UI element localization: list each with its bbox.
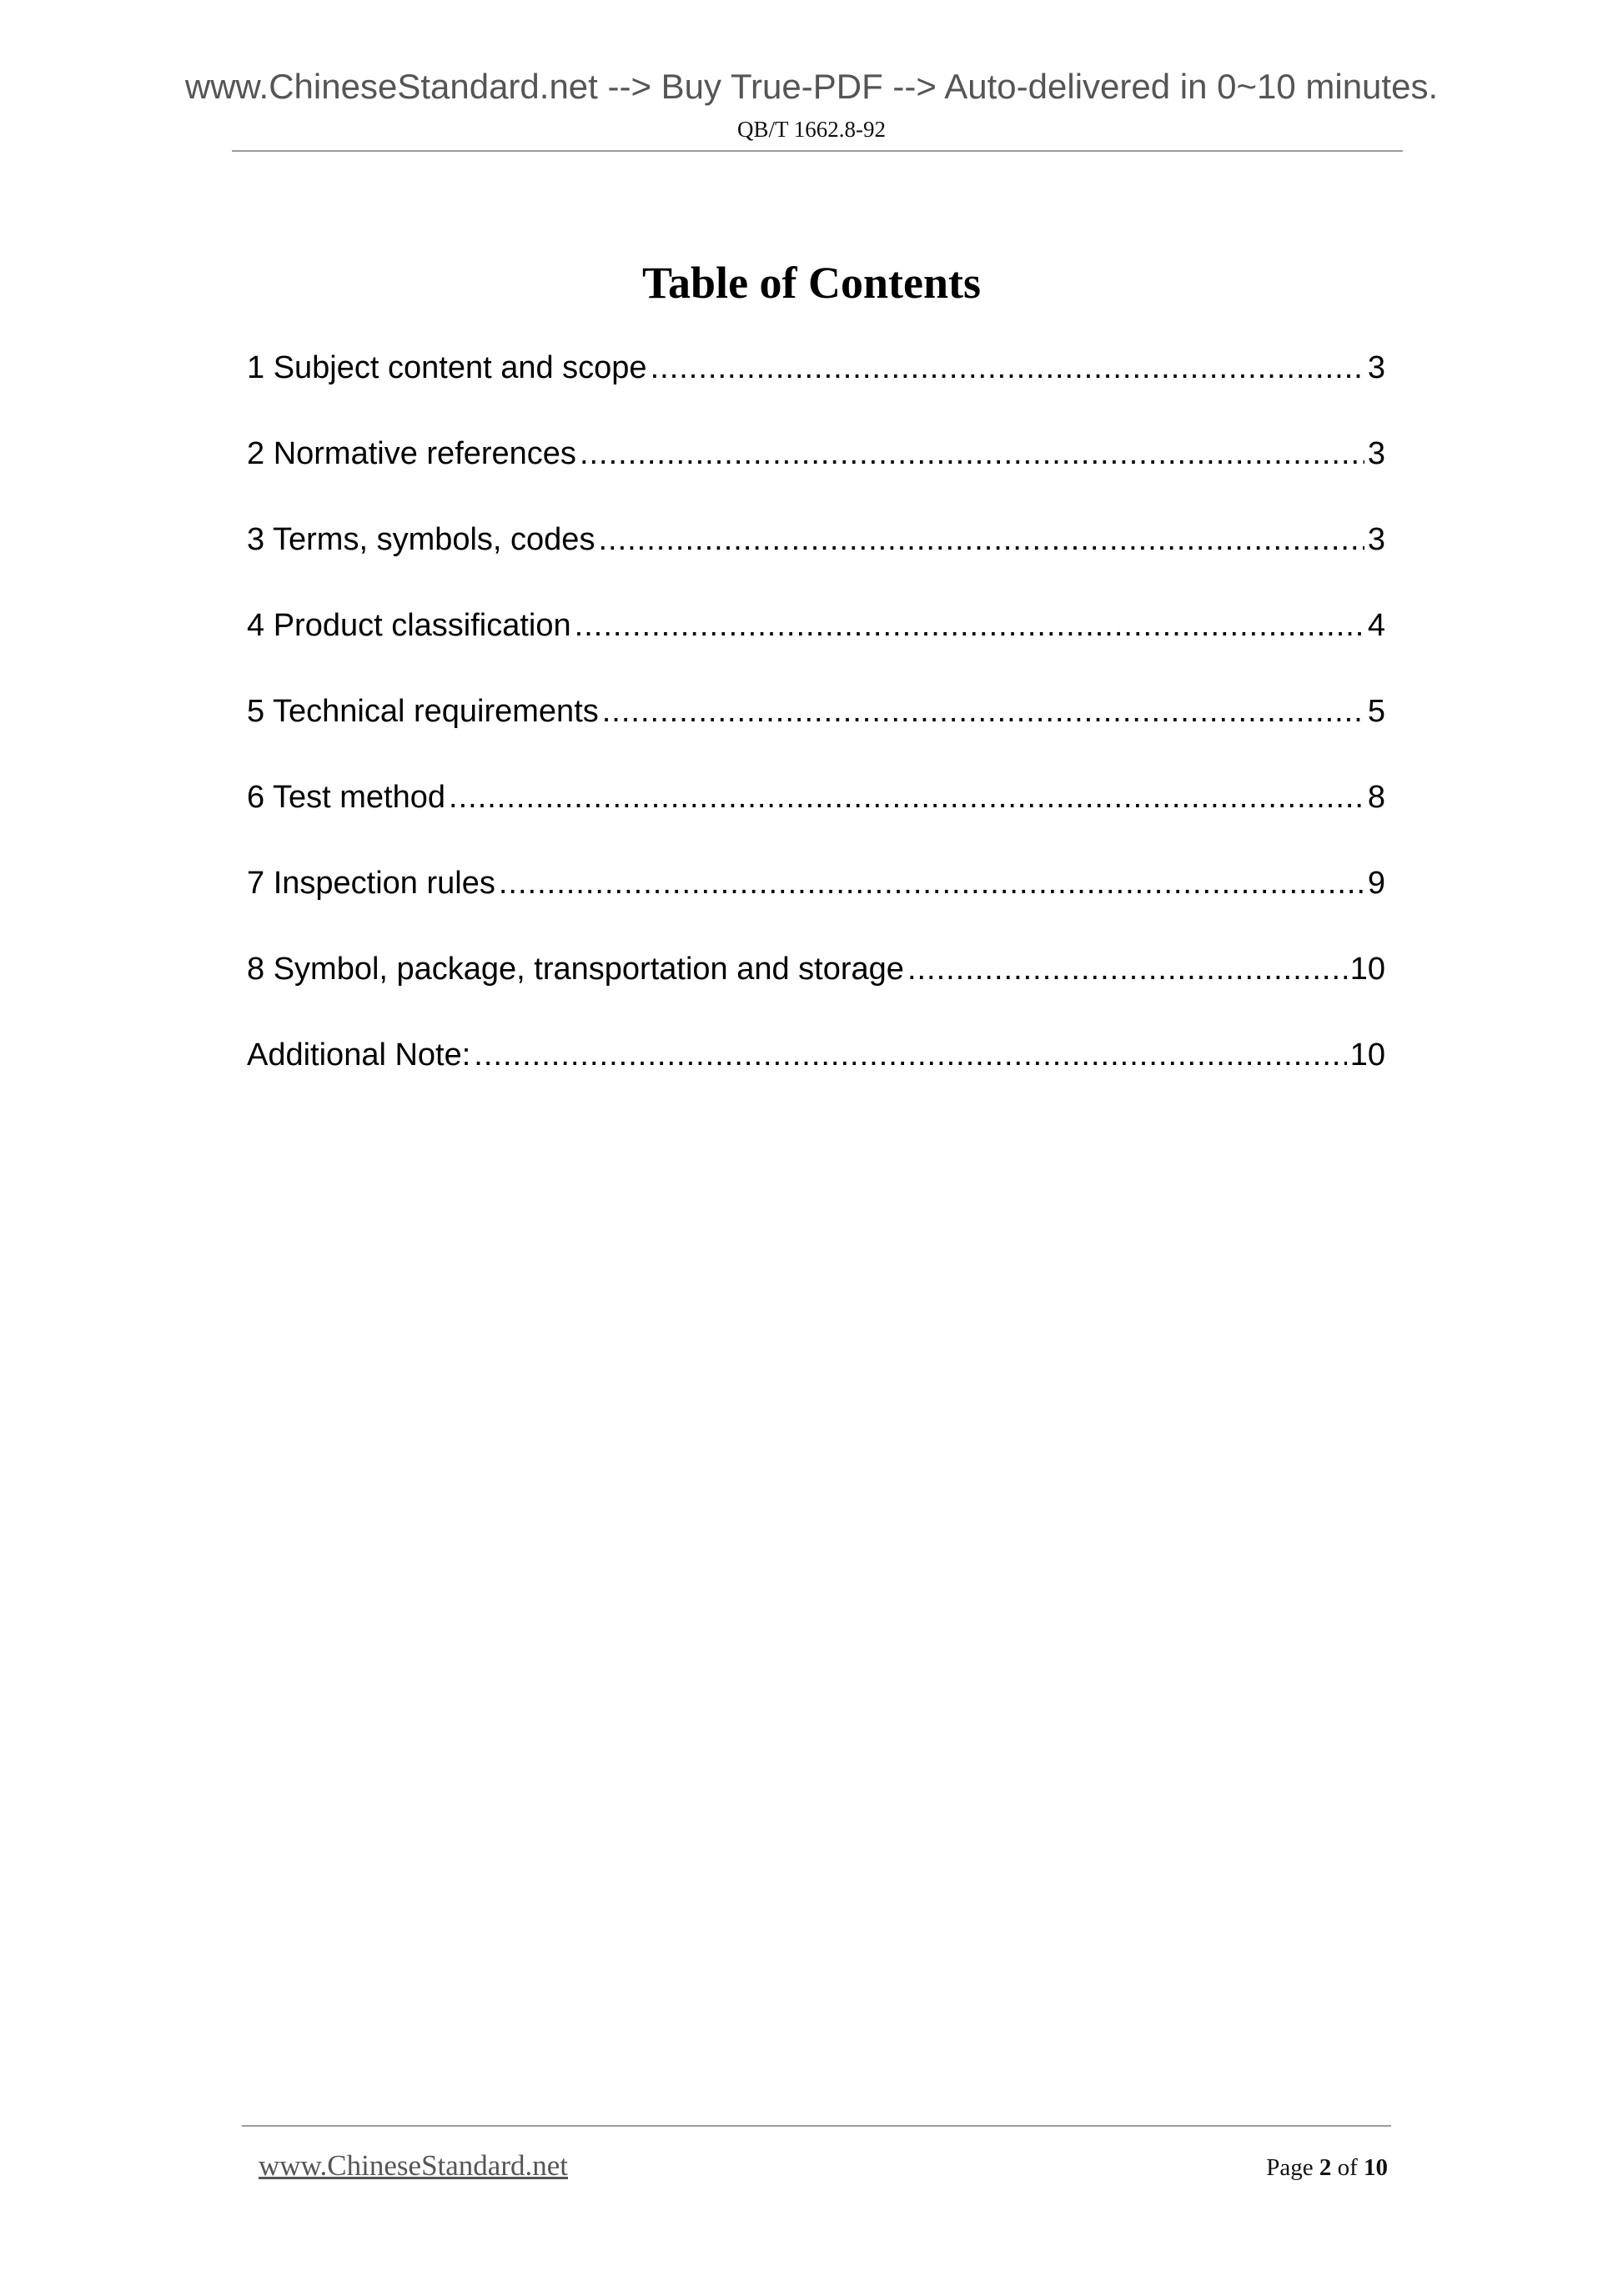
- toc-entry-page: 3: [1367, 522, 1385, 557]
- toc-entry[interactable]: [247, 773, 1385, 859]
- footer-site-link[interactable]: www.ChineseStandard.net: [259, 2149, 568, 2182]
- toc-dot-leader: [580, 430, 1364, 478]
- page-number: [1266, 2152, 1388, 2183]
- toc-dot-leader: [602, 687, 1364, 736]
- site-banner: www.ChineseStandard.net --> Buy True-PDF --> Auto-delivered in 0~10 minutes.: [184, 67, 1439, 106]
- toc-entry-label: 5 Technical requirements: [247, 694, 599, 729]
- toc-entry[interactable]: [247, 515, 1385, 601]
- toc-entry-label: 7 Inspection rules: [247, 866, 495, 901]
- toc-dot-leader: [449, 773, 1364, 821]
- toc-dot-leader: [651, 344, 1364, 392]
- toc-entry-label: 4 Product classification: [247, 608, 571, 643]
- toc-dot-leader: [474, 1031, 1346, 1079]
- toc-entry-label: 2 Normative references: [247, 436, 576, 471]
- document-code: QB/T 1662.8-92: [736, 117, 886, 142]
- toc-entry[interactable]: [247, 601, 1385, 687]
- toc-dot-leader: [907, 945, 1347, 993]
- toc-dot-leader: [598, 515, 1364, 564]
- page-total: 10: [1364, 2154, 1388, 2181]
- toc-entry-page: 9: [1367, 866, 1385, 901]
- toc-entry-page: 10: [1349, 952, 1385, 987]
- toc-entry-page: 3: [1367, 436, 1385, 471]
- page-prefix: Page: [1266, 2154, 1314, 2181]
- toc-entry-page: 10: [1349, 1037, 1385, 1073]
- toc-entry[interactable]: [247, 859, 1385, 945]
- toc-entry[interactable]: [247, 1031, 1385, 1117]
- toc-entry[interactable]: [247, 945, 1385, 1031]
- toc-entry[interactable]: [247, 430, 1385, 515]
- page-current: 2: [1319, 2154, 1332, 2181]
- toc-list: [247, 344, 1385, 1117]
- toc-dot-leader: [575, 601, 1364, 650]
- toc-dot-leader: [499, 859, 1364, 907]
- page-of: of: [1337, 2154, 1358, 2181]
- toc-title: Table of Contents: [641, 258, 982, 308]
- toc-entry[interactable]: [247, 344, 1385, 430]
- header-divider: [232, 150, 1403, 152]
- toc-entry-label: 6 Test method: [247, 780, 446, 815]
- toc-entry-label: 3 Terms, symbols, codes: [247, 522, 595, 557]
- toc-entry-page: 8: [1367, 780, 1385, 815]
- footer-divider: [242, 2125, 1391, 2127]
- toc-entry-label: 8 Symbol, package, transportation and storage: [247, 952, 904, 987]
- toc-entry-page: 3: [1367, 350, 1385, 385]
- toc-entry-page: 4: [1367, 608, 1385, 643]
- toc-entry[interactable]: [247, 687, 1385, 773]
- toc-entry-label: Additional Note:: [247, 1037, 471, 1073]
- toc-entry-page: 5: [1367, 694, 1385, 729]
- toc-entry-label: 1 Subject content and scope: [247, 350, 647, 385]
